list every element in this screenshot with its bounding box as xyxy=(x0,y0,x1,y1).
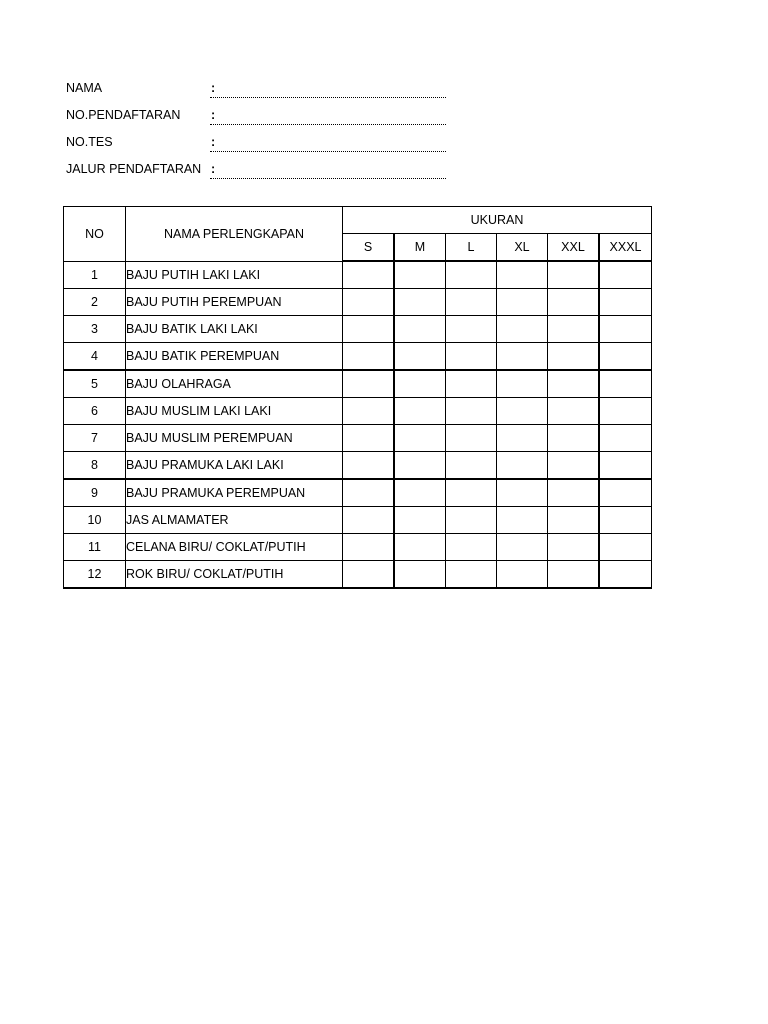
size-cell-xxl[interactable] xyxy=(548,425,600,452)
size-cell-xxl[interactable] xyxy=(548,561,600,589)
table-row xyxy=(64,561,652,589)
table-body xyxy=(64,261,652,588)
table-row xyxy=(64,452,652,480)
size-cell-xl[interactable] xyxy=(497,370,548,398)
size-cell-xxl[interactable] xyxy=(548,507,600,534)
form-row-no-pendaftaran xyxy=(66,105,450,132)
row-number: 4 xyxy=(64,343,126,371)
item-name: BAJU PUTIH PEREMPUAN xyxy=(126,289,343,316)
table-row xyxy=(64,534,652,561)
size-cell-xxl[interactable] xyxy=(548,261,600,289)
size-cell-s[interactable] xyxy=(343,452,395,480)
row-number: 3 xyxy=(64,316,126,343)
size-cell-s[interactable] xyxy=(343,289,395,316)
size-cell-l[interactable] xyxy=(446,561,497,589)
size-cell-xxxl[interactable] xyxy=(599,316,652,343)
form-row-nama xyxy=(66,78,450,105)
size-cell-xl[interactable] xyxy=(497,507,548,534)
equipment-size-table xyxy=(63,206,652,589)
size-cell-xxl[interactable] xyxy=(548,534,600,561)
header-size-xl: XL xyxy=(497,234,548,262)
table-row xyxy=(64,343,652,371)
size-cell-l[interactable] xyxy=(446,452,497,480)
size-cell-s[interactable] xyxy=(343,316,395,343)
table-row xyxy=(64,316,652,343)
size-cell-m[interactable] xyxy=(394,370,446,398)
header-size-m: M xyxy=(394,234,446,262)
table-row xyxy=(64,507,652,534)
form-label-jalur-pendaftaran: JALUR PENDAFTARAN xyxy=(66,162,202,176)
size-cell-l[interactable] xyxy=(446,370,497,398)
form-label-nama: NAMA xyxy=(66,81,103,95)
no-tes-field[interactable] xyxy=(210,151,446,152)
size-cell-m[interactable] xyxy=(394,452,446,480)
form-colon: : xyxy=(211,162,216,176)
row-number: 7 xyxy=(64,425,126,452)
size-cell-l[interactable] xyxy=(446,316,497,343)
size-cell-xxxl[interactable] xyxy=(599,370,652,398)
form-label-no-pendaftaran: NO.PENDAFTARAN xyxy=(66,108,181,122)
size-cell-m[interactable] xyxy=(394,398,446,425)
row-number: 10 xyxy=(64,507,126,534)
size-cell-s[interactable] xyxy=(343,261,395,289)
table-row xyxy=(64,261,652,289)
header-nama-perlengkapan: NAMA PERLENGKAPAN xyxy=(126,207,343,262)
size-cell-xl[interactable] xyxy=(497,316,548,343)
size-cell-s[interactable] xyxy=(343,561,395,589)
row-number: 8 xyxy=(64,452,126,480)
row-number: 12 xyxy=(64,561,126,589)
header-size-s: S xyxy=(343,234,395,262)
size-cell-l[interactable] xyxy=(446,507,497,534)
size-cell-l[interactable] xyxy=(446,479,497,507)
size-cell-m[interactable] xyxy=(394,316,446,343)
size-cell-s[interactable] xyxy=(343,370,395,398)
form-colon: : xyxy=(211,135,216,149)
row-number: 6 xyxy=(64,398,126,425)
size-cell-s[interactable] xyxy=(343,507,395,534)
size-cell-xl[interactable] xyxy=(497,398,548,425)
size-cell-xxl[interactable] xyxy=(548,452,600,480)
size-cell-s[interactable] xyxy=(343,398,395,425)
size-cell-l[interactable] xyxy=(446,261,497,289)
header-no: NO xyxy=(64,207,126,262)
form-colon: : xyxy=(211,108,216,122)
size-cell-xl[interactable] xyxy=(497,425,548,452)
size-cell-s[interactable] xyxy=(343,534,395,561)
size-cell-m[interactable] xyxy=(394,479,446,507)
header-ukuran: UKURAN xyxy=(343,207,652,234)
nama-field[interactable] xyxy=(210,97,446,98)
size-cell-xxxl[interactable] xyxy=(599,343,652,371)
header-size-xxl: XXL xyxy=(548,234,600,262)
size-cell-m[interactable] xyxy=(394,261,446,289)
size-cell-m[interactable] xyxy=(394,289,446,316)
size-cell-xxl[interactable] xyxy=(548,343,600,371)
size-cell-xl[interactable] xyxy=(497,534,548,561)
size-cell-xxl[interactable] xyxy=(548,398,600,425)
jalur-pendaftaran-field[interactable] xyxy=(210,178,446,179)
row-number: 1 xyxy=(64,261,126,289)
size-cell-xxl[interactable] xyxy=(548,370,600,398)
size-cell-xxxl[interactable] xyxy=(599,289,652,316)
size-cell-xxl[interactable] xyxy=(548,316,600,343)
size-cell-xl[interactable] xyxy=(497,261,548,289)
size-cell-l[interactable] xyxy=(446,289,497,316)
header-size-xxxl: XXXL xyxy=(599,234,652,262)
size-cell-m[interactable] xyxy=(394,507,446,534)
item-name: CELANA BIRU/ COKLAT/PUTIH xyxy=(126,534,343,561)
item-name: BAJU BATIK PEREMPUAN xyxy=(126,343,343,371)
table-row xyxy=(64,289,652,316)
item-name: BAJU PRAMUKA LAKI LAKI xyxy=(126,452,343,480)
no-pendaftaran-field[interactable] xyxy=(210,124,446,125)
size-cell-xxl[interactable] xyxy=(548,289,600,316)
size-cell-s[interactable] xyxy=(343,479,395,507)
form-row-jalur-pendaftaran xyxy=(66,159,450,186)
size-cell-m[interactable] xyxy=(394,534,446,561)
form-label-no-tes: NO.TES xyxy=(66,135,113,149)
size-cell-xxxl[interactable] xyxy=(599,452,652,480)
size-cell-xl[interactable] xyxy=(497,561,548,589)
form-colon: : xyxy=(211,81,216,95)
table-row xyxy=(64,398,652,425)
size-cell-l[interactable] xyxy=(446,398,497,425)
header-size-l: L xyxy=(446,234,497,262)
size-cell-l[interactable] xyxy=(446,425,497,452)
size-cell-xxxl[interactable] xyxy=(599,561,652,589)
table-row xyxy=(64,370,652,398)
size-cell-xxl[interactable] xyxy=(548,479,600,507)
size-cell-xl[interactable] xyxy=(497,452,548,480)
size-cell-xxxl[interactable] xyxy=(599,534,652,561)
size-cell-xxxl[interactable] xyxy=(599,507,652,534)
item-name: BAJU OLAHRAGA xyxy=(126,370,343,398)
table-header-row xyxy=(64,207,652,234)
item-name: BAJU PUTIH LAKI LAKI xyxy=(126,261,343,289)
size-cell-l[interactable] xyxy=(446,534,497,561)
size-cell-xxxl[interactable] xyxy=(599,479,652,507)
item-name: BAJU MUSLIM LAKI LAKI xyxy=(126,398,343,425)
size-cell-xl[interactable] xyxy=(497,343,548,371)
size-cell-xxxl[interactable] xyxy=(599,261,652,289)
item-name: JAS ALMAMATER xyxy=(126,507,343,534)
row-number: 5 xyxy=(64,370,126,398)
size-cell-xxxl[interactable] xyxy=(599,398,652,425)
item-name: BAJU BATIK LAKI LAKI xyxy=(126,316,343,343)
size-cell-s[interactable] xyxy=(343,343,395,371)
table-row xyxy=(64,425,652,452)
row-number: 11 xyxy=(64,534,126,561)
table-row xyxy=(64,479,652,507)
item-name: BAJU MUSLIM PEREMPUAN xyxy=(126,425,343,452)
item-name: BAJU PRAMUKA PEREMPUAN xyxy=(126,479,343,507)
size-cell-l[interactable] xyxy=(446,343,497,371)
row-number: 2 xyxy=(64,289,126,316)
size-cell-xl[interactable] xyxy=(497,289,548,316)
size-cell-xl[interactable] xyxy=(497,479,548,507)
size-cell-m[interactable] xyxy=(394,561,446,589)
size-cell-xxxl[interactable] xyxy=(599,425,652,452)
size-cell-m[interactable] xyxy=(394,425,446,452)
size-cell-m[interactable] xyxy=(394,343,446,371)
size-cell-s[interactable] xyxy=(343,425,395,452)
row-number: 9 xyxy=(64,479,126,507)
item-name: ROK BIRU/ COKLAT/PUTIH xyxy=(126,561,343,589)
registration-form-header xyxy=(66,78,450,186)
form-row-no-tes xyxy=(66,132,450,159)
